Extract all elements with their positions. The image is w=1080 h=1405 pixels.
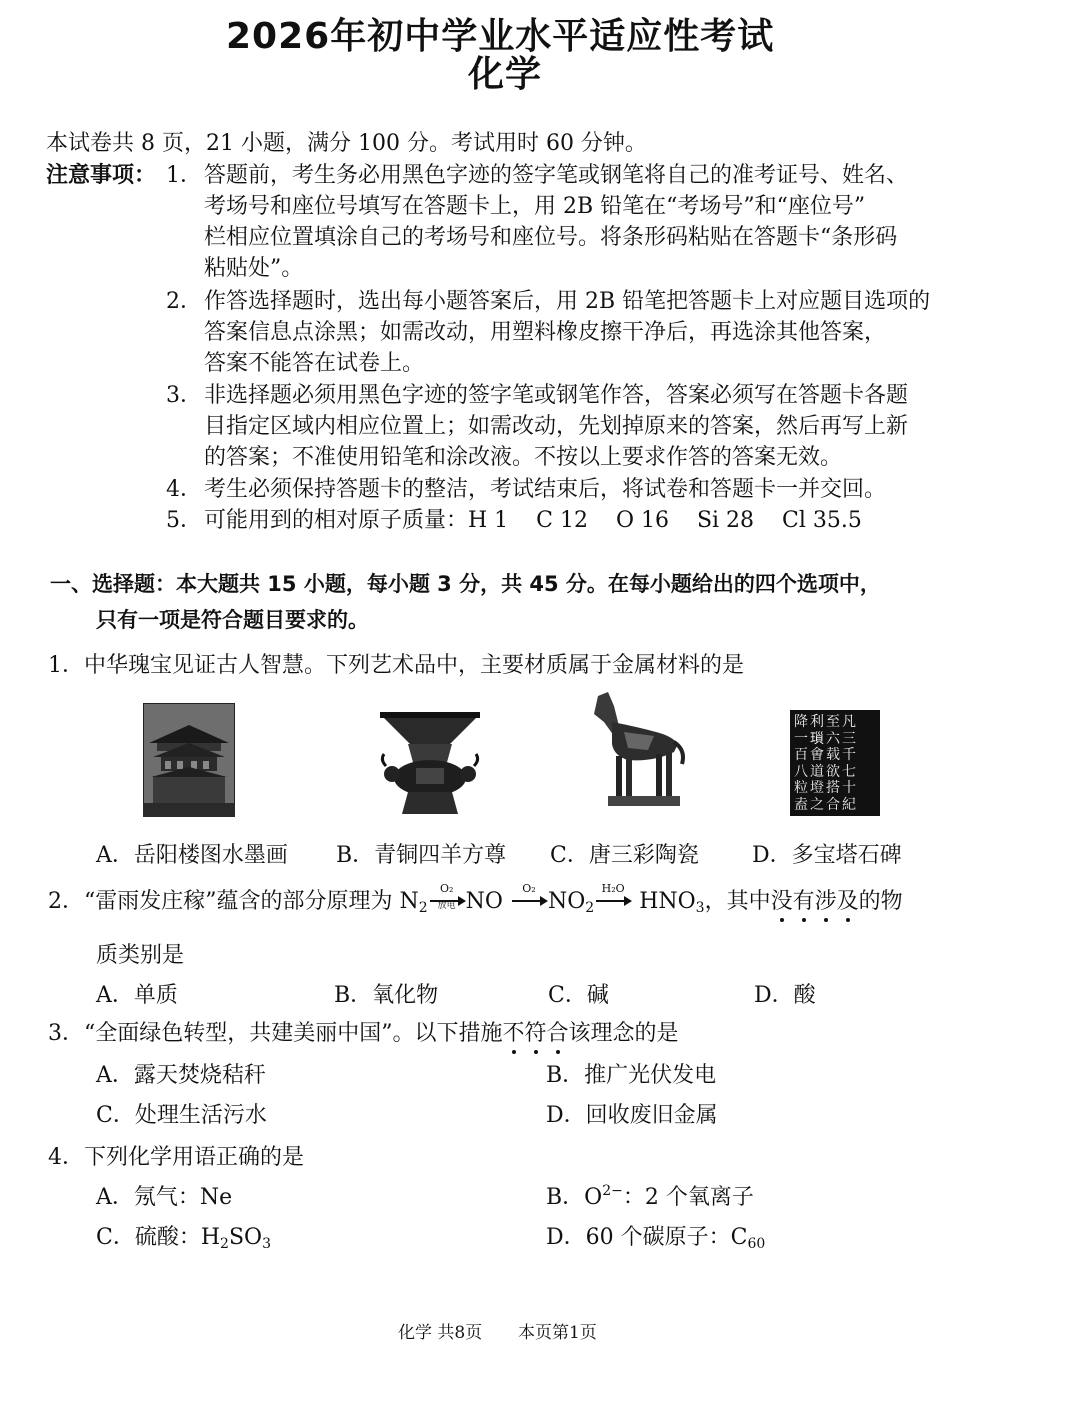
- note-line: 答案不能答在试卷上。: [204, 351, 425, 376]
- note-line: 粘贴处”。: [204, 256, 304, 281]
- notes-label: 注意事项：: [46, 163, 157, 188]
- note-line: 非选择题必须用黑色字迹的签字笔或钢笔作答，答案必须写在答题卡各题: [204, 383, 909, 408]
- stele-rubbing-image: [790, 710, 880, 816]
- reaction-arrow-2: O₂: [510, 888, 548, 910]
- bronze-zun-image: [378, 708, 482, 816]
- footer-left: 化学 共8页: [398, 1323, 483, 1343]
- reaction-arrow-3: H₂O: [594, 888, 632, 910]
- note-number: 4．: [166, 477, 202, 502]
- option-D: D．多宝塔石碑: [752, 843, 902, 868]
- note-number: 3．: [166, 383, 202, 408]
- emphasis-char: 及: [836, 889, 859, 914]
- option-B: B．推广光伏发电: [546, 1063, 717, 1088]
- note-line: 答案信息点涂黑；如需改动，用塑料橡皮擦干净后，再选涂其他答案，: [204, 320, 887, 345]
- question-2-stem-b: ，其中: [704, 889, 771, 914]
- stele-text-line: 一𤨏六三: [794, 730, 858, 747]
- question-3-stem: [48, 1016, 679, 1047]
- option-D: D．回收废旧金属: [546, 1103, 718, 1128]
- emphasis-char: 不: [502, 1021, 525, 1046]
- section-heading-cont: 只有一项是符合题目要求的。: [96, 608, 369, 632]
- formula-no: NO: [465, 889, 503, 914]
- emphasis-char: 涉: [814, 889, 837, 914]
- note-line: 作答选择题时，选出每小题答案后，用 2B 铅笔把答题卡上对应题目选项的: [204, 289, 931, 314]
- note-line: 答题前，考生务必用黑色字迹的签字笔或钢笔将自己的准考证号、姓名、: [204, 163, 909, 188]
- option-C: C．碱: [548, 983, 609, 1008]
- note-line: 可能用到的相对原子质量：H 1 C 12 O 16 Si 28 Cl 35.5: [204, 508, 862, 533]
- reaction-arrow-1: O₂ 放电: [428, 888, 466, 910]
- question-number: 2．: [48, 889, 84, 914]
- note-line: 的答案；不准使用铅笔和涂改液。不按以上要求作答的答案无效。: [204, 445, 843, 470]
- ink-painting-image: [143, 703, 235, 817]
- question-2-stem-c: 的物: [858, 889, 903, 914]
- option-B: B．$O^{2-}$：2 个氧离子: [546, 1183, 754, 1210]
- question-2-stem-cont: 质类别是: [96, 943, 185, 968]
- option-C: C．处理生活污水: [96, 1103, 267, 1128]
- emphasis-char: 符: [524, 1021, 547, 1046]
- question-3-stem-b: 该理念的是: [568, 1021, 679, 1046]
- stele-text-line: 粒墱搭十: [794, 780, 858, 796]
- question-1-stem: 1．中华瑰宝见证古人智慧。下列艺术品中，主要材质属于金属材料的是: [48, 653, 744, 678]
- emphasis-char: 有: [792, 889, 815, 914]
- option-A: A．氖气：Ne: [96, 1185, 233, 1210]
- emphasis-char: 没: [770, 889, 793, 914]
- tang-sancai-horse-image: [584, 692, 688, 812]
- note-line: 目指定区域内相应位置上；如需改动，先划掉原来的答案，然后再写上新: [204, 414, 909, 439]
- note-line: 考场号和座位号填写在答题卡上，用 2B 铅笔在“考场号”和“座位号”: [204, 194, 866, 219]
- option-D: D．60 个碳原子：$C_{60}$: [546, 1225, 766, 1252]
- footer-right: 本页第1页: [518, 1323, 597, 1343]
- option-B: B．青铜四羊方尊: [336, 843, 507, 868]
- emphasis-char: 合: [546, 1021, 569, 1046]
- question-2-stem: [48, 884, 903, 916]
- note-number: 1．: [166, 163, 202, 188]
- note-number: 2．: [166, 289, 202, 314]
- subject-title: 化学: [468, 54, 543, 95]
- stele-text-line: 降利至凡: [794, 714, 858, 730]
- question-4-stem: 4．下列化学用语正确的是: [48, 1145, 304, 1170]
- option-D: D．酸: [754, 983, 816, 1008]
- option-C: C．唐三彩陶瓷: [550, 843, 699, 868]
- option-A: A．单质: [96, 983, 178, 1008]
- section-heading: 一、选择题：本大题共 15 小题，每小题 3 分，共 45 分。在每小题给出的四个选项中，: [50, 572, 881, 596]
- stele-text-line: 八道欲七: [794, 763, 858, 780]
- option-B: B．氧化物: [334, 983, 439, 1008]
- exam-info-line: 本试卷共 8 页，21 小题，满分 100 分。考试用时 60 分钟。: [46, 131, 647, 156]
- stele-text-line: 盍之合紀: [794, 796, 858, 813]
- formula-n2: $N_2$: [399, 889, 428, 916]
- option-C: C．硫酸：$H_2SO_3$: [96, 1225, 271, 1252]
- question-2-stem-a: “雷雨发庄稼”蕴含的部分原理为: [84, 889, 393, 914]
- note-number: 5．: [166, 508, 202, 533]
- note-line: 考生必须保持答题卡的整洁，考试结束后，将试卷和答题卡一并交回。: [204, 477, 887, 502]
- stele-text-line: 百㑹载千: [794, 747, 858, 763]
- option-A: A．露天焚烧秸秆: [96, 1063, 266, 1088]
- note-line: 栏相应位置填涂自己的考场号和座位号。将条形码粘贴在答题卡“条形码: [204, 225, 898, 250]
- formula-hno3: $HNO_3$: [639, 889, 705, 916]
- question-3-stem-a: 3．“全面绿色转型，共建美丽中国”。以下措施: [48, 1021, 503, 1046]
- formula-no2: $NO_2$: [547, 889, 595, 916]
- exam-title: 2026年初中学业水平适应性考试: [226, 16, 775, 57]
- option-A: A．岳阳楼图水墨画: [96, 843, 288, 868]
